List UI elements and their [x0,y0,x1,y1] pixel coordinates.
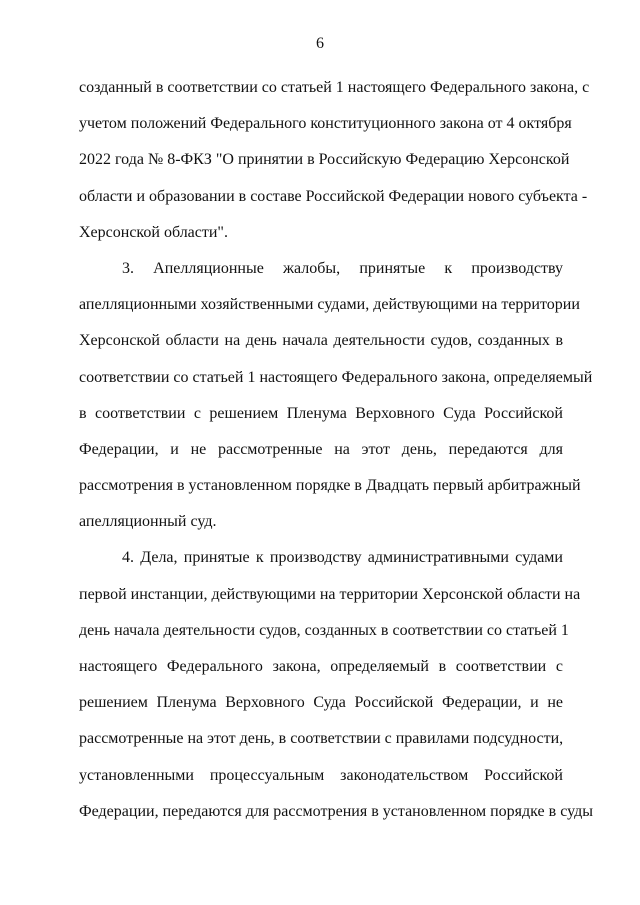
page-number: 6 [316,35,324,52]
text-line: учетом положений Федерального конституционного закона от 4 октября [79,115,572,133]
text-line: 2022 года № 8-ФКЗ "О принятии в Российскую Федерацию Херсонской [79,151,570,169]
text-line: Херсонской области". [79,223,228,241]
text-line: апелляционный суд. [79,513,217,531]
text-line: настоящего Федерального закона, определяемый в соответствии с [79,658,563,675]
text-line: 3. Апелляционные жалобы, принятые к производству [122,259,563,277]
text-line: Федерации, и не рассмотренные на этот день, передаются для [79,440,563,458]
text-line: созданный в соответствии со статьей 1 настоящего Федерального закона, с [79,79,590,96]
text-line: Федерации, передаются для рассмотрения в установленном порядке в суды [79,802,593,820]
paragraph [79,70,590,251]
text-line: апелляционными хозяйственными судами, действующими на территории [79,296,580,314]
text-line: в соответствии с решением Пленума Верховного Суда Российской [79,404,563,422]
text-line: рассмотрения в установленном порядке в Двадцать первый арбитражный [79,477,581,495]
paragraph [79,251,593,541]
text-line: решением Пленума Верховного Суда Российской Федерации, и не [79,694,563,712]
text-line: области и образовании в составе Российской Федерации нового субъекта - [79,187,588,205]
text-line: рассмотренные на этот день, в соответствии с правилами подсудности, [79,730,564,748]
text-line: установленными процессуальным законодательством Российской [79,766,563,784]
text-line: соответствии со статьей 1 настоящего Федерального закона, определяемый [79,368,593,386]
document-body [79,70,593,830]
text-line: Херсонской области на день начала деятельности судов, созданных в [79,332,563,350]
paragraph [79,540,593,830]
text-line: день начала деятельности судов, созданных в соответствии со статьей 1 [79,621,569,639]
text-line: 4. Дела, принятые к производству административными судами [122,549,563,567]
text-line: первой инстанции, действующими на территории Херсонской области на [79,585,581,603]
